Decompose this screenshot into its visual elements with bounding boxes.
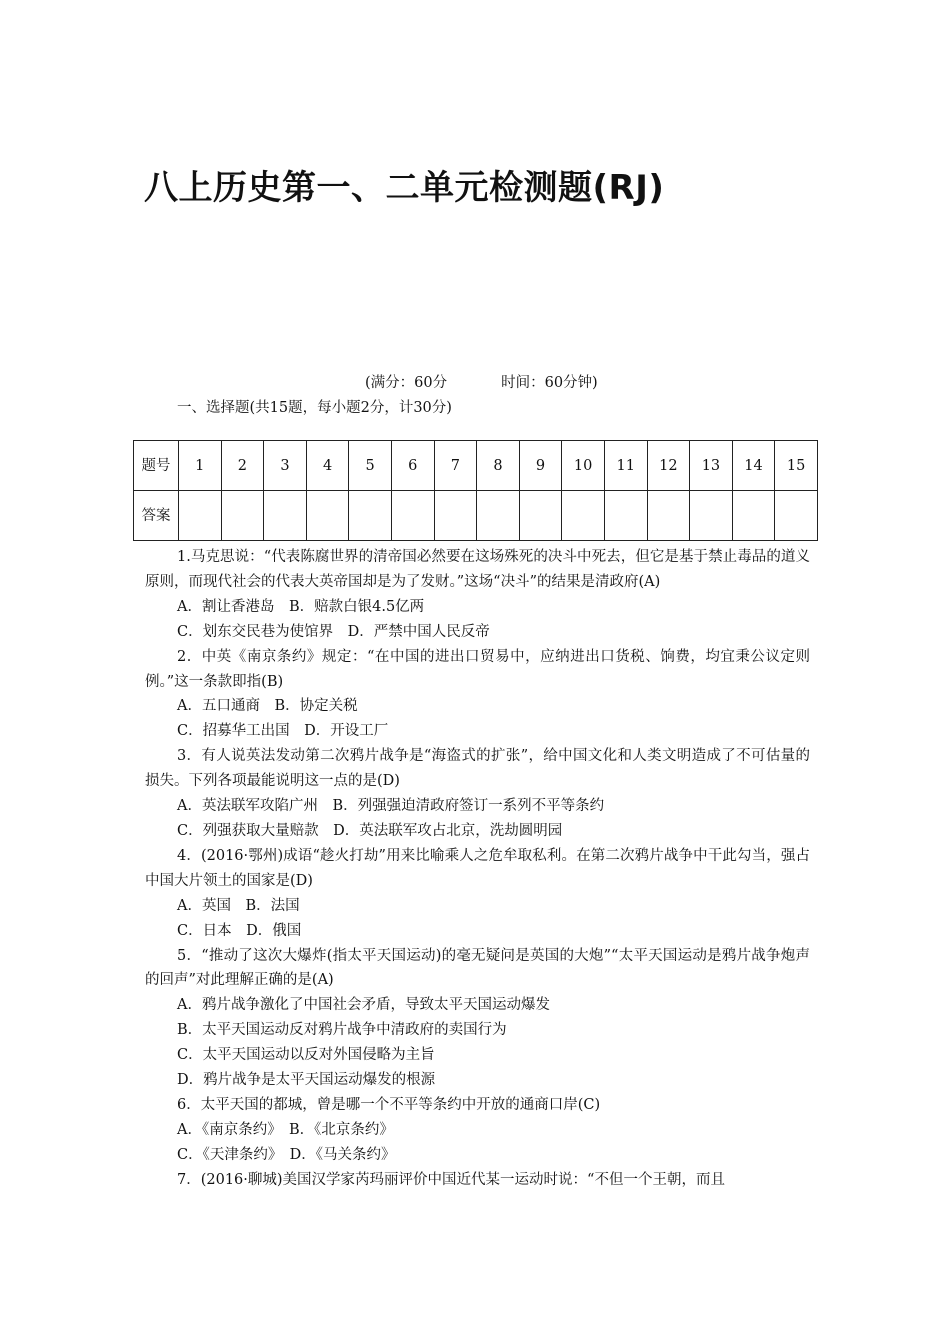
number-cell: 15 (775, 441, 818, 491)
number-cell: 10 (562, 441, 605, 491)
number-row (134, 441, 818, 491)
question-stem: 1.马克思说：“代表陈腐世界的清帝国必然要在这场殊死的决斗中死去，但它是基于禁止毒品的道义原则，而现代社会的代表大英帝国却是为了发财。”这场“决斗”的结果是清政府(A) (145, 549, 810, 590)
question-options: A．英法联军攻陷广州 B．列强强迫清政府签订一系列不平等条约 (177, 798, 605, 815)
row-header-answer: 答案 (134, 491, 179, 541)
answer-cell[interactable] (604, 491, 647, 541)
number-cell: 6 (391, 441, 434, 491)
question-stem: 4．(2016·鄂州)成语“趁火打劫”用来比喻乘人之危牟取私利。在第二次鸦片战争中干此勾当，强占中国大片领土的国家是(D) (145, 847, 810, 889)
number-cell: 8 (477, 441, 520, 491)
answer-cell[interactable] (562, 491, 605, 541)
answer-row (134, 491, 818, 541)
answer-cell[interactable] (647, 491, 690, 541)
answer-cell[interactable] (732, 491, 775, 541)
number-cell: 13 (690, 441, 733, 491)
answer-cell[interactable] (690, 491, 733, 541)
question-stem: 3．有人说英法发动第二次鸦片战争是“海盗式的扩张”，给中国文化和人类文明造成了不可估量的损失。下列各项最能说明这一点的是(D) (145, 748, 810, 790)
question-stem: 2．中英《南京条约》规定：“在中国的进出口贸易中，应纳进出口货税、饷费，均宜秉公议定则例。”这一条款即指(B) (145, 648, 810, 690)
answer-cell[interactable] (179, 491, 222, 541)
exam-meta (365, 371, 652, 392)
number-cell: 7 (434, 441, 477, 491)
question-options: C．太平天国运动以反对外国侵略为主旨 (177, 1047, 435, 1064)
full-score: (满分：60分 (365, 375, 448, 391)
question-list (145, 545, 810, 1193)
row-header-number: 题号 (134, 441, 179, 491)
question-options: C．列强获取大量赔款 D．英法联军攻占北京，洗劫圆明园 (177, 822, 563, 839)
section-heading: 一、选择题(共15题，每小题2分，计30分) (177, 400, 452, 416)
answer-cell[interactable] (349, 491, 392, 541)
question-options: C．招募华工出国 D．开设工厂 (177, 723, 389, 740)
number-cell: 12 (647, 441, 690, 491)
question-options: A．割让香港岛 B．赔款白银4.5亿两 (177, 598, 425, 615)
answer-table (133, 440, 818, 541)
answer-cell[interactable] (391, 491, 434, 541)
number-cell: 4 (306, 441, 349, 491)
question-options: A．《南京条约》 B．《北京条约》 (177, 1121, 394, 1138)
question-options: C．《天津条约》 D．《马关条约》 (177, 1146, 396, 1163)
question-stem: 5．“推动了这次大爆炸(指太平天国运动)的毫无疑问是英国的大炮”“太平天国运动是鸦片战争炮声的回声”对此理解正确的是(A) (145, 947, 810, 989)
number-cell: 3 (264, 441, 307, 491)
question-options: A．五口通商 B．协定关税 (177, 698, 358, 715)
answer-cell[interactable] (434, 491, 477, 541)
question-stem: 7．(2016·聊城)美国汉学家芮玛丽评价中国近代某一运动时说：“不但一个王朝，而且 (177, 1171, 725, 1188)
answer-cell[interactable] (519, 491, 562, 541)
answer-cell[interactable] (477, 491, 520, 541)
question-options: A．英国 B．法国 (177, 897, 300, 914)
answer-cell[interactable] (221, 491, 264, 541)
number-cell: 14 (732, 441, 775, 491)
number-cell: 5 (349, 441, 392, 491)
number-cell: 2 (221, 441, 264, 491)
question-options: B．太平天国运动反对鸦片战争中清政府的卖国行为 (177, 1022, 507, 1039)
number-cell: 11 (604, 441, 647, 491)
question-stem: 6．太平天国的都城，曾是哪一个不平等条约中开放的通商口岸(C) (177, 1096, 601, 1113)
question-options: D．鸦片战争是太平天国运动爆发的根源 (177, 1072, 436, 1089)
question-options: C．日本 D．俄国 (177, 922, 302, 939)
number-cell: 9 (519, 441, 562, 491)
answer-cell[interactable] (775, 491, 818, 541)
page-title: 八上历史第一、二单元检测题(RJ) (144, 168, 665, 208)
answer-cell[interactable] (306, 491, 349, 541)
answer-cell[interactable] (264, 491, 307, 541)
number-cell: 1 (179, 441, 222, 491)
exam-time: 时间：60分钟) (501, 375, 598, 391)
question-options: C．划东交民巷为使馆界 D．严禁中国人民反帝 (177, 623, 490, 640)
question-options: A．鸦片战争激化了中国社会矛盾，导致太平天国运动爆发 (177, 997, 550, 1014)
